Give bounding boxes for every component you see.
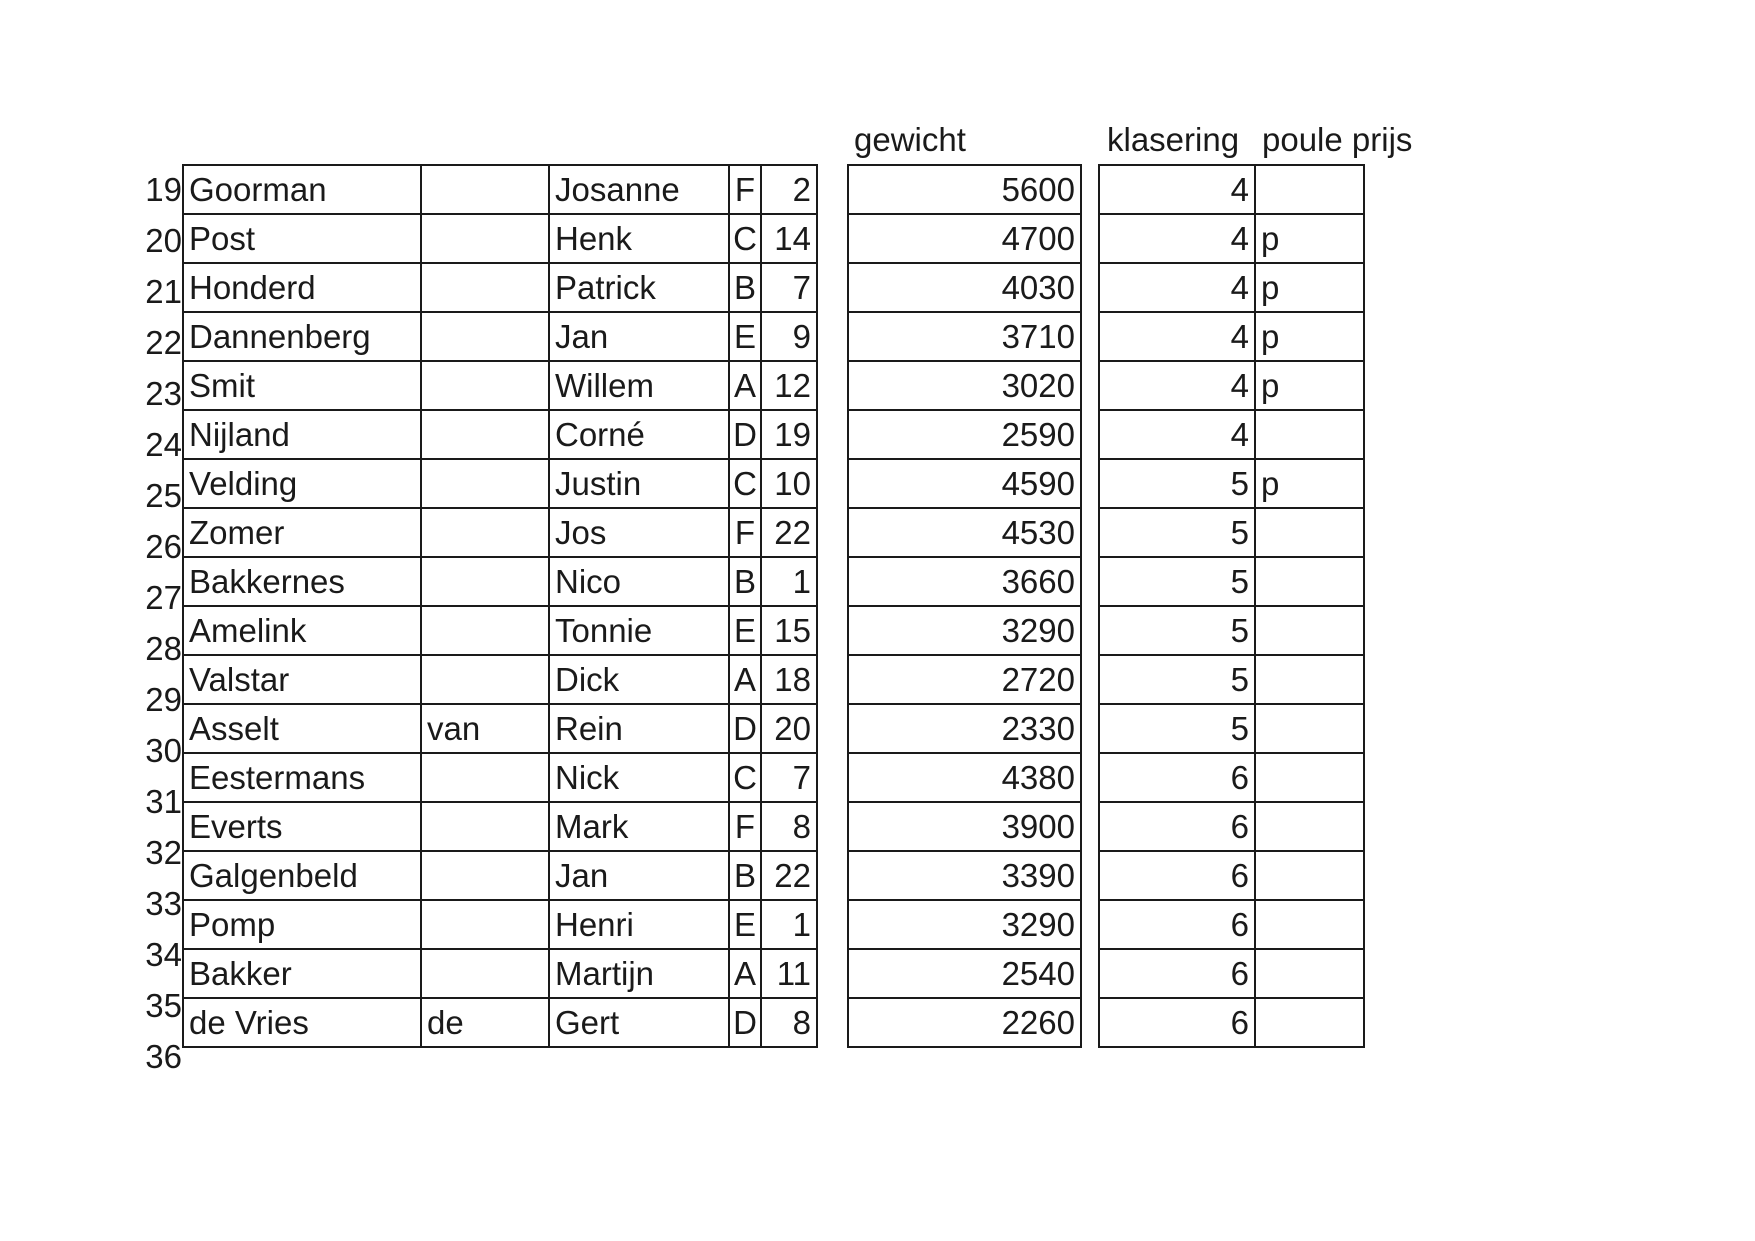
klasering-cell: 5 [1099, 606, 1255, 655]
poule-prijs-cell: p [1255, 459, 1364, 508]
table-row [848, 802, 1081, 851]
table-row [183, 165, 817, 214]
tussenvoegsel-cell [421, 753, 549, 802]
plek-cell: 8 [761, 998, 817, 1047]
klasering-cell: 4 [1099, 214, 1255, 263]
achternaam-cell: Velding [183, 459, 421, 508]
table-row [848, 900, 1081, 949]
achternaam-cell: Honderd [183, 263, 421, 312]
tussenvoegsel-cell [421, 165, 549, 214]
row-number: 20 [145, 222, 182, 259]
tussenvoegsel-cell [421, 263, 549, 312]
row-number: 22 [145, 324, 182, 361]
table-row [183, 214, 817, 263]
klasering-cell: 6 [1099, 753, 1255, 802]
poule-prijs-cell [1255, 704, 1364, 753]
poule-prijs-cell: p [1255, 263, 1364, 312]
table-row [848, 753, 1081, 802]
gewicht-cell: 2590 [848, 410, 1081, 459]
table-row [183, 361, 817, 410]
gewicht-cell: 4700 [848, 214, 1081, 263]
tussenvoegsel-cell [421, 802, 549, 851]
achternaam-cell: Bakker [183, 949, 421, 998]
table-row [1099, 165, 1364, 214]
tussenvoegsel-cell [421, 459, 549, 508]
row-number: 30 [145, 732, 182, 769]
plek-cell: 1 [761, 900, 817, 949]
achternaam-cell: Bakkernes [183, 557, 421, 606]
row-number: 29 [145, 681, 182, 718]
voornaam-cell: Rein [549, 704, 729, 753]
gewicht-cell: 3660 [848, 557, 1081, 606]
voornaam-cell: Patrick [549, 263, 729, 312]
table-row [848, 998, 1081, 1047]
table-row [1099, 459, 1364, 508]
gewicht-cell: 2720 [848, 655, 1081, 704]
plek-cell: 10 [761, 459, 817, 508]
voornaam-cell: Dick [549, 655, 729, 704]
gewicht-cell: 2540 [848, 949, 1081, 998]
achternaam-cell: Goorman [183, 165, 421, 214]
gewicht-cell: 3290 [848, 900, 1081, 949]
tussenvoegsel-cell [421, 949, 549, 998]
table-row [183, 410, 817, 459]
table-row [1099, 949, 1364, 998]
gewicht-cell: 3710 [848, 312, 1081, 361]
table-row [183, 949, 817, 998]
row-number: 36 [145, 1038, 182, 1075]
achternaam-cell: Dannenberg [183, 312, 421, 361]
tussenvoegsel-cell: de [421, 998, 549, 1047]
poule-prijs-cell: p [1255, 214, 1364, 263]
table-row [1099, 410, 1364, 459]
table-row [1099, 508, 1364, 557]
achternaam-cell: Galgenbeld [183, 851, 421, 900]
voornaam-cell: Mark [549, 802, 729, 851]
achternaam-cell: Everts [183, 802, 421, 851]
row-number: 27 [145, 579, 182, 616]
vak-cell: E [729, 312, 761, 361]
row-numbers [120, 164, 182, 1082]
row-number: 35 [145, 987, 182, 1024]
plek-cell: 9 [761, 312, 817, 361]
tussenvoegsel-cell [421, 900, 549, 949]
table-row [183, 312, 817, 361]
vak-cell: E [729, 900, 761, 949]
row-number: 33 [145, 885, 182, 922]
vak-cell: C [729, 753, 761, 802]
table-row [183, 802, 817, 851]
gewicht-header: gewicht [854, 121, 966, 158]
klasering-cell: 6 [1099, 949, 1255, 998]
row-number: 26 [145, 528, 182, 565]
row-number: 28 [145, 630, 182, 667]
klasering-cell: 4 [1099, 165, 1255, 214]
table-row [848, 557, 1081, 606]
table-row [183, 704, 817, 753]
table-row [1099, 557, 1364, 606]
vak-cell: B [729, 263, 761, 312]
table-row [1099, 802, 1364, 851]
vak-cell: A [729, 361, 761, 410]
klasering-cell: 5 [1099, 655, 1255, 704]
poule-prijs-cell [1255, 802, 1364, 851]
tussenvoegsel-cell [421, 214, 549, 263]
tussenvoegsel-cell [421, 410, 549, 459]
klasering-cell: 6 [1099, 802, 1255, 851]
table-row [183, 606, 817, 655]
achternaam-cell: de Vries [183, 998, 421, 1047]
klasering-cell: 5 [1099, 704, 1255, 753]
tussenvoegsel-cell: van [421, 704, 549, 753]
plek-cell: 15 [761, 606, 817, 655]
tussenvoegsel-cell [421, 361, 549, 410]
vak-cell: B [729, 557, 761, 606]
poule-prijs-cell [1255, 410, 1364, 459]
table-row [1099, 704, 1364, 753]
achternaam-cell: Zomer [183, 508, 421, 557]
poule-prijs-cell [1255, 998, 1364, 1047]
row-number: 23 [145, 375, 182, 412]
gewicht-cell: 3290 [848, 606, 1081, 655]
vak-cell: C [729, 214, 761, 263]
vak-cell: A [729, 655, 761, 704]
plek-cell: 22 [761, 508, 817, 557]
klasering-cell: 6 [1099, 851, 1255, 900]
gewicht-cell: 4590 [848, 459, 1081, 508]
gewicht-cell: 2330 [848, 704, 1081, 753]
table-row [1099, 312, 1364, 361]
vak-cell: D [729, 998, 761, 1047]
achternaam-cell: Smit [183, 361, 421, 410]
table-row [1099, 263, 1364, 312]
voornaam-cell: Jan [549, 312, 729, 361]
vak-cell: D [729, 410, 761, 459]
table-row [848, 508, 1081, 557]
klasering-cell: 4 [1099, 312, 1255, 361]
row-number: 25 [145, 477, 182, 514]
plek-cell: 8 [761, 802, 817, 851]
klasering-cell: 6 [1099, 998, 1255, 1047]
achternaam-cell: Asselt [183, 704, 421, 753]
table-row [848, 214, 1081, 263]
table-row [848, 165, 1081, 214]
achternaam-cell: Eestermans [183, 753, 421, 802]
table-row [848, 606, 1081, 655]
poule-prijs-cell [1255, 165, 1364, 214]
klasering-cell: 4 [1099, 263, 1255, 312]
klasering-table [1098, 164, 1365, 1048]
gewicht-cell: 3390 [848, 851, 1081, 900]
table-row [183, 263, 817, 312]
table-row [183, 557, 817, 606]
tussenvoegsel-cell [421, 851, 549, 900]
tussenvoegsel-cell [421, 606, 549, 655]
plek-cell: 1 [761, 557, 817, 606]
table-row [848, 312, 1081, 361]
gewicht-table [847, 164, 1082, 1048]
klasering-cell: 4 [1099, 361, 1255, 410]
table-row [848, 949, 1081, 998]
tussenvoegsel-cell [421, 508, 549, 557]
plek-cell: 14 [761, 214, 817, 263]
klasering-cell: 5 [1099, 459, 1255, 508]
row-number: 31 [145, 783, 182, 820]
vak-cell: F [729, 802, 761, 851]
poule-prijs-cell [1255, 949, 1364, 998]
table-row [848, 263, 1081, 312]
table-row [848, 361, 1081, 410]
gewicht-cell: 3900 [848, 802, 1081, 851]
voornaam-cell: Jan [549, 851, 729, 900]
table-row [848, 655, 1081, 704]
achternaam-cell: Post [183, 214, 421, 263]
voornaam-cell: Josanne [549, 165, 729, 214]
plek-cell: 22 [761, 851, 817, 900]
table-row [183, 900, 817, 949]
voornaam-cell: Henk [549, 214, 729, 263]
poule-prijs-cell [1255, 557, 1364, 606]
voornaam-cell: Gert [549, 998, 729, 1047]
tussenvoegsel-cell [421, 655, 549, 704]
table-row [183, 851, 817, 900]
row-number: 19 [145, 171, 182, 208]
vak-cell: F [729, 165, 761, 214]
table-row [183, 508, 817, 557]
voornaam-cell: Nico [549, 557, 729, 606]
plek-cell: 18 [761, 655, 817, 704]
gewicht-cell: 4530 [848, 508, 1081, 557]
row-number: 21 [145, 273, 182, 310]
table-row [183, 998, 817, 1047]
poule-prijs-cell: p [1255, 312, 1364, 361]
plek-cell: 11 [761, 949, 817, 998]
participants-table [182, 164, 818, 1048]
gewicht-cell: 2260 [848, 998, 1081, 1047]
table-row [183, 459, 817, 508]
table-row [848, 704, 1081, 753]
tussenvoegsel-cell [421, 312, 549, 361]
table-row [1099, 361, 1364, 410]
gewicht-cell: 4030 [848, 263, 1081, 312]
row-number: 32 [145, 834, 182, 871]
vak-cell: B [729, 851, 761, 900]
plek-cell: 2 [761, 165, 817, 214]
plek-cell: 20 [761, 704, 817, 753]
gewicht-cell: 3020 [848, 361, 1081, 410]
achternaam-cell: Nijland [183, 410, 421, 459]
voornaam-cell: Martijn [549, 949, 729, 998]
voornaam-cell: Justin [549, 459, 729, 508]
table-row [1099, 606, 1364, 655]
voornaam-cell: Henri [549, 900, 729, 949]
poule-prijs-cell [1255, 753, 1364, 802]
table-row [1099, 753, 1364, 802]
table-row [1099, 214, 1364, 263]
table-row [183, 753, 817, 802]
achternaam-cell: Valstar [183, 655, 421, 704]
voornaam-cell: Jos [549, 508, 729, 557]
achternaam-cell: Pomp [183, 900, 421, 949]
poule-prijs-cell [1255, 851, 1364, 900]
poule-prijs-cell [1255, 900, 1364, 949]
table-row [1099, 900, 1364, 949]
poule-prijs-cell [1255, 508, 1364, 557]
voornaam-cell: Nick [549, 753, 729, 802]
row-number: 24 [145, 426, 182, 463]
tussenvoegsel-cell [421, 557, 549, 606]
voornaam-cell: Corné [549, 410, 729, 459]
klasering-cell: 6 [1099, 900, 1255, 949]
poule-prijs-header: poule prijs [1262, 121, 1413, 158]
poule-prijs-cell: p [1255, 361, 1364, 410]
gewicht-cell: 5600 [848, 165, 1081, 214]
table-row [1099, 655, 1364, 704]
vak-cell: C [729, 459, 761, 508]
vak-cell: F [729, 508, 761, 557]
poule-prijs-cell [1255, 606, 1364, 655]
vak-cell: D [729, 704, 761, 753]
poule-prijs-cell [1255, 655, 1364, 704]
achternaam-cell: Amelink [183, 606, 421, 655]
klasering-cell: 4 [1099, 410, 1255, 459]
plek-cell: 7 [761, 263, 817, 312]
plek-cell: 7 [761, 753, 817, 802]
table-row [848, 410, 1081, 459]
gewicht-cell: 4380 [848, 753, 1081, 802]
klasering-header: klasering [1107, 121, 1240, 158]
voornaam-cell: Willem [549, 361, 729, 410]
table-row [183, 655, 817, 704]
table-row [848, 459, 1081, 508]
vak-cell: E [729, 606, 761, 655]
row-number: 34 [145, 936, 182, 973]
table-row [1099, 998, 1364, 1047]
table-row [1099, 851, 1364, 900]
klasering-cell: 5 [1099, 508, 1255, 557]
plek-cell: 12 [761, 361, 817, 410]
voornaam-cell: Tonnie [549, 606, 729, 655]
table-row [848, 851, 1081, 900]
klasering-cell: 5 [1099, 557, 1255, 606]
vak-cell: A [729, 949, 761, 998]
plek-cell: 19 [761, 410, 817, 459]
